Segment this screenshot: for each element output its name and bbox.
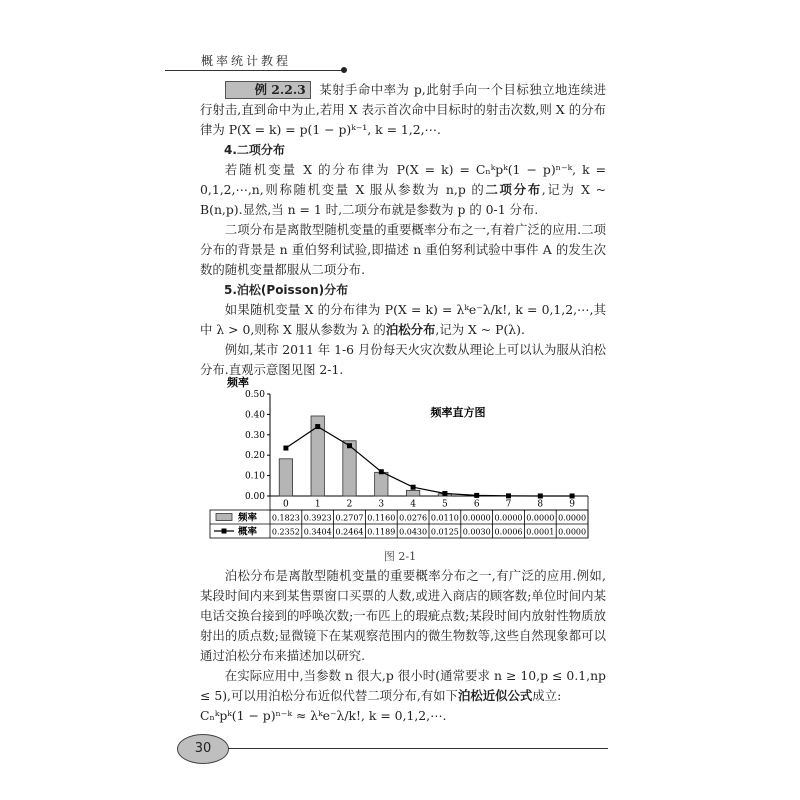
approx-text-c: 成立: <box>532 688 562 703</box>
bar-freq-0 <box>279 459 292 496</box>
section-4-para-2: 二项分布是离散型随机变量的重要概率分布之一,有着广泛的应用.二项分布的背景是 n 重伯努利试验,即描述 n 重伯努利试验中事件 A 的发生次数的随机变量都服从二项分布. <box>200 222 606 277</box>
data-label: 0.2352 <box>271 527 300 537</box>
page-body-lower <box>200 566 606 726</box>
data-label: 0.0000 <box>462 513 491 523</box>
figure-2-1-chart <box>208 374 592 554</box>
prob-point-5 <box>442 491 447 496</box>
poisson-approx-formula: Cₙᵏpᵏ(1 − p)ⁿ⁻ᵏ ≈ λᵏe⁻λ/k!, k = 0,1,2,⋯. <box>200 708 447 723</box>
s5p1-text-c: ,记为 X ~ P(λ). <box>435 322 525 337</box>
legend-key-freq <box>216 514 232 521</box>
x-tick-label: 2 <box>346 499 353 510</box>
legend-key-prob-marker <box>222 529 227 534</box>
s5p1-text-a: 如果随机变量 X 的分布律为 P(X = k) = λᵏe⁻λ/k!, k = 0,1,2,⋯,其中 λ > 0,则称 X 服从参数为 λ 的 <box>200 302 606 337</box>
bar-freq-4 <box>406 490 419 496</box>
data-label: 0.1160 <box>367 513 396 523</box>
s5p1-term: 泊松分布 <box>385 322 436 337</box>
prob-line <box>286 427 572 496</box>
header-rule <box>165 70 343 71</box>
section-5-para-2: 例如,某市 2011 年 1-6 月份每天火灾次数从理论上可以认为服从泊松分布.直观示意图见图 2-1. <box>200 342 606 377</box>
running-header <box>165 52 345 68</box>
data-label: 0.3923 <box>303 513 332 523</box>
x-tick-label: 6 <box>473 499 480 510</box>
prob-point-6 <box>474 493 479 498</box>
s4p1-text-c: ,记为 X ~ B(n,p).显然,当 n = 1 时,二项分布就是参数为 p 的 0-1 分布. <box>200 182 607 217</box>
data-label: 0.0006 <box>494 527 523 537</box>
poisson-application-para: 泊松分布是离散型随机变量的重要概率分布之一,有广泛的应用.例如,某段时间内来到某售票窗口买票的人数,或进入商店的顾客数;单位时间内某电话交换台接到的呼唤次数;一布匹上的瑕疵点数;某段时间内放射性物质放射出的质点数;显微镜下在某观察范围内的微生物数等,这些自然现象都可以通过泊松分布来描述加以研究. <box>200 568 606 663</box>
data-label: 0.3404 <box>303 527 332 537</box>
legend-label: 频率 <box>238 512 258 524</box>
prob-point-3 <box>379 469 384 474</box>
y-tick-label: 0.50 <box>244 390 265 400</box>
example-label: 例 2.2.3 <box>225 81 311 99</box>
poisson-approx-para <box>200 666 606 706</box>
data-label: 0.1189 <box>367 527 396 537</box>
header-title: 概率统计教程 <box>201 54 292 68</box>
chart-svg <box>208 374 592 554</box>
data-label: 0.2707 <box>335 513 364 523</box>
x-tick-label: 7 <box>505 499 512 510</box>
data-label: 0.2464 <box>335 527 364 537</box>
example-paragraph <box>200 80 606 140</box>
data-label: 0.0000 <box>558 527 587 537</box>
section-4-title: 4.二项分布 <box>224 143 285 157</box>
section-5-title: 5.泊松(Poisson)分布 <box>224 283 349 297</box>
prob-point-7 <box>506 493 511 498</box>
section-5-para-1 <box>200 300 606 340</box>
chart-title: 频率直方图 <box>430 406 486 419</box>
data-label: 0.0000 <box>558 513 587 523</box>
data-label: 0.0030 <box>462 527 491 537</box>
y-tick-label: 0.10 <box>244 471 265 482</box>
data-label: 0.0276 <box>399 513 428 523</box>
footer-rule <box>228 748 608 749</box>
data-label: 0.0125 <box>430 527 459 537</box>
data-label: 0.1823 <box>271 513 300 523</box>
x-tick-label: 0 <box>283 499 289 510</box>
page-body <box>200 80 606 380</box>
x-tick-label: 1 <box>314 499 321 510</box>
prob-point-8 <box>538 493 543 498</box>
section-4-para-1 <box>200 160 606 220</box>
x-tick-label: 3 <box>378 499 385 510</box>
prob-point-9 <box>570 494 575 499</box>
figure-caption: 图 2-1 <box>383 550 417 563</box>
bar-freq-3 <box>375 472 388 496</box>
page-number: 30 <box>177 734 229 764</box>
approx-text-a: 在实际应用中,当参数 n 很大,p 很小时(通常要求 n ≥ 10,p ≤ 0.1,np ≤ 5),可以用泊松分布近似代替二项分布,有如下 <box>200 668 606 703</box>
x-tick-label: 9 <box>569 499 575 510</box>
y-tick-label: 0.30 <box>244 430 265 441</box>
y-tick-label: 0.20 <box>244 451 265 462</box>
header-dot <box>341 67 347 73</box>
y-tick-label: 0.00 <box>244 492 265 502</box>
example-text: 某射手命中率为 p,此射手向一个目标独立地连续进行射击,直到命中为止,若用 X 表示首次命中目标时的射击次数,则 X 的分布律为 P(X = k) = p(1 − p)ᵏ⁻¹, k = 1,2,⋯. <box>200 82 606 137</box>
prob-point-0 <box>283 446 288 451</box>
x-tick-label: 5 <box>442 499 448 510</box>
data-label: 0.0000 <box>494 513 523 523</box>
x-tick-label: 8 <box>537 499 544 510</box>
x-tick-label: 4 <box>410 499 416 510</box>
y-axis-label: 频率 <box>227 376 249 389</box>
data-label: 0.0110 <box>430 513 459 523</box>
data-label: 0.0000 <box>526 513 555 523</box>
approx-term: 泊松近似公式 <box>457 688 533 703</box>
y-tick-label: 0.40 <box>244 410 265 421</box>
prob-point-1 <box>315 424 320 429</box>
data-label: 0.0430 <box>399 527 428 537</box>
legend-label: 概率 <box>238 526 258 538</box>
prob-point-4 <box>411 485 416 490</box>
s4p1-text-a: 若随机变量 X 的分布律为 P(X = k) = Cₙᵏpᵏ(1 − p)ⁿ⁻ᵏ, k = 0,1,2,⋯,n,则称随机变量 X 服从参数为 n,p 的 <box>200 162 606 197</box>
data-label: 0.0001 <box>526 527 555 537</box>
prob-point-2 <box>347 443 352 448</box>
s4p1-term: 二项分布 <box>485 182 542 197</box>
